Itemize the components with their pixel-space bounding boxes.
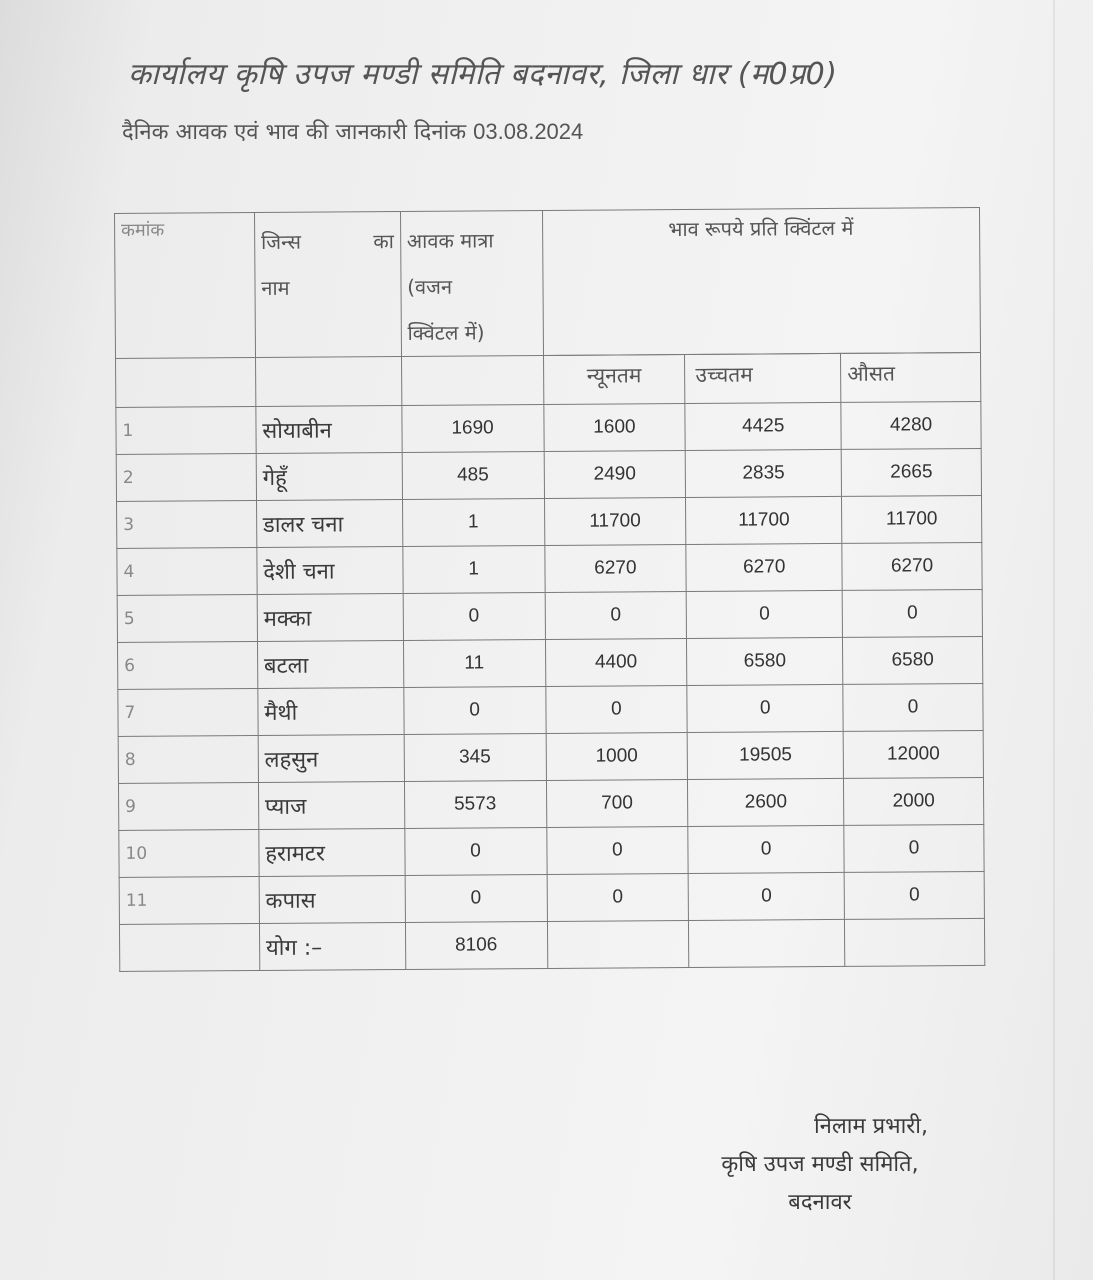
table-row [119,824,984,877]
min-rate-cell: 2490 [544,451,686,499]
min-rate-cell: 0 [546,827,688,875]
max-rate-cell: 2835 [686,449,842,497]
max-rate-cell: 0 [686,590,842,638]
blank-cell [255,356,401,406]
min-rate-cell: 11700 [544,498,686,546]
table-row [116,401,981,454]
rate-group-header: भाव रूपये प्रति क्विंटल में [542,207,981,355]
commodity-cell: सोयाबीन [256,405,402,453]
max-rate-cell: 0 [688,825,844,873]
signature-line-3: बदनावर [788,1190,852,1215]
commodity-header-word2: का [373,229,394,254]
commodity-cell: प्याज [258,781,404,829]
min-rate-cell: 1000 [546,733,688,781]
serial-cell: 5 [117,595,257,643]
min-rate-header: न्यूनतम [543,355,685,405]
arrival-cell: 345 [404,733,546,781]
table-row [116,448,981,501]
commodity-cell: मैथी [258,687,404,735]
max-rate-cell: 0 [688,872,844,920]
signature-line-2: कृषि उपज मण्डी समिति, [721,1152,919,1177]
table-row [117,542,982,595]
avg-rate-cell: 0 [844,824,984,872]
commodity-cell: कपास [259,875,405,923]
max-rate-cell: 11700 [686,496,842,544]
avg-rate-cell: 6580 [843,636,983,684]
avg-rate-cell: 11700 [842,495,982,543]
arrival-cell: 1690 [402,405,544,453]
max-rate-header: उच्चतम [685,353,841,403]
table-row [118,730,983,783]
avg-rate-cell: 4280 [841,401,981,449]
min-rate-cell: 0 [545,686,687,734]
arrival-cell: 0 [405,874,547,922]
report-title: दैनिक आवक एवं भाव की जानकारी दिनांक [122,120,467,145]
signature-block [690,1108,950,1222]
min-rate-cell: 6270 [544,545,686,593]
commodity-header [254,212,401,358]
commodity-header-line2: नाम [261,275,290,300]
arrival-cell: 5573 [404,780,546,828]
max-rate-cell: 6580 [687,637,843,685]
avg-rate-header: औसत [841,352,981,402]
avg-rate-cell: 0 [843,683,983,731]
commodity-cell: बटला [257,640,403,688]
max-rate-cell: 6270 [686,543,842,591]
serial-cell: 3 [117,501,257,549]
blank-cell [845,918,985,966]
commodity-cell: हरामटर [259,828,405,876]
serial-cell: 10 [119,830,259,878]
serial-cell: 7 [118,689,258,737]
arrival-cell: 11 [403,640,545,688]
arrival-cell: 0 [404,827,546,875]
max-rate-cell: 4425 [685,402,841,450]
serial-cell: 4 [117,548,257,596]
avg-rate-cell: 2000 [844,777,984,825]
arrival-cell: 0 [403,687,545,735]
table-row [117,495,982,548]
total-label: योग :– [259,922,405,970]
arrival-header-line2: (वजन [407,274,453,299]
commodity-cell: डालर चना [256,499,402,547]
arrival-cell: 0 [403,593,545,641]
min-rate-cell: 1600 [543,404,685,452]
min-rate-cell: 4400 [545,639,687,687]
blank-cell [116,358,256,408]
commodity-header-line1 [261,218,394,265]
serial-cell: 1 [116,407,256,455]
avg-rate-cell: 12000 [843,730,983,778]
max-rate-cell: 19505 [687,731,843,779]
serial-cell: 9 [118,783,258,831]
report-subtitle [122,116,583,146]
arrival-cell: 1 [402,499,544,547]
serial-cell: 11 [119,877,259,925]
table-row [119,871,984,924]
serial-cell: 8 [118,736,258,784]
arrival-header-line1: आवक मात्रा [406,228,494,253]
commodity-cell: मक्का [257,593,403,641]
commodity-cell: गेहूँ [256,452,402,500]
table-row [118,683,983,736]
table-row [117,589,982,642]
avg-rate-cell: 0 [842,589,982,637]
arrival-price-table [114,207,985,972]
blank-cell [401,356,543,406]
page-fold-shadow [1053,0,1055,1280]
commodity-cell: देशी चना [257,546,403,594]
avg-rate-cell: 0 [844,871,984,919]
total-arrival: 8106 [405,921,547,969]
max-rate-cell: 0 [687,684,843,732]
max-rate-cell: 2600 [688,778,844,826]
min-rate-cell: 700 [546,780,688,828]
table-row [118,777,983,830]
arrival-header-line3: क्विंटल में) [407,320,485,345]
blank-cell [547,921,689,969]
signature-line-1: निलाम प्रभारी, [813,1114,928,1139]
report-date: 03.08.2024 [473,119,584,144]
avg-rate-cell: 6270 [842,542,982,590]
commodity-cell: लहसुन [258,734,404,782]
serial-cell: 2 [116,454,256,502]
min-rate-cell: 0 [545,592,687,640]
blank-cell [689,919,845,967]
header-row-3 [116,352,981,407]
table-row [117,636,982,689]
total-row [119,918,984,971]
min-rate-cell: 0 [547,874,689,922]
arrival-header [400,211,543,357]
header-row-1 [115,207,981,358]
avg-rate-cell: 2665 [841,448,981,496]
blank-cell [119,924,259,972]
serial-cell: 6 [117,642,257,690]
serial-header: कमांक [115,213,256,359]
arrival-cell: 485 [402,452,544,500]
arrival-cell: 1 [403,546,545,594]
office-title: कार्यालय कृषि उपज मण्डी समिति बदनावर, जिला धार (म0प्र0) [128,57,838,92]
commodity-header-word1: जिन्स [260,229,302,254]
